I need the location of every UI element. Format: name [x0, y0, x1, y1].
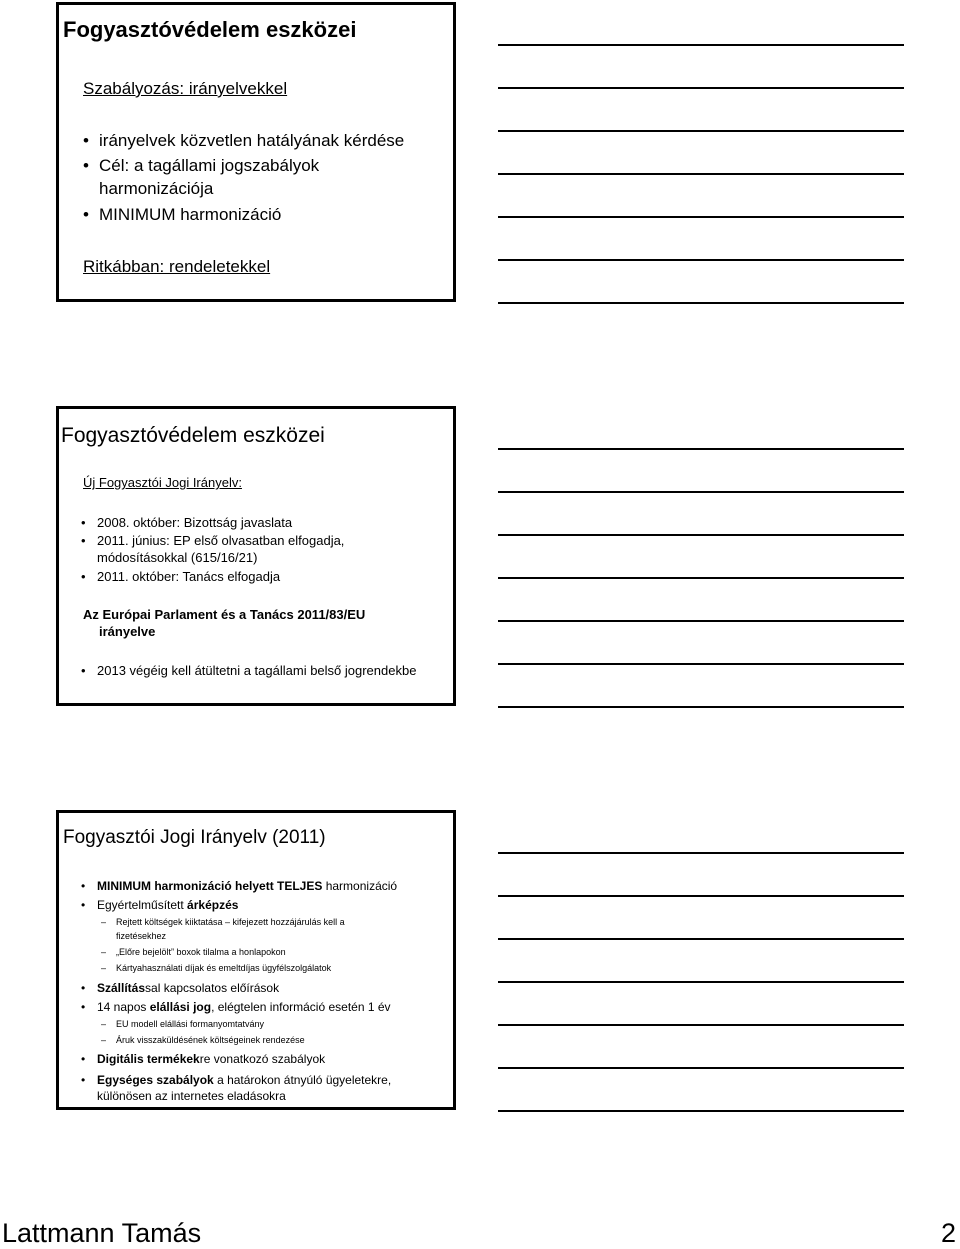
- bullet-marker: •: [81, 1052, 86, 1066]
- bullet-marker: •: [81, 1000, 86, 1014]
- bullet-marker: •: [83, 156, 89, 175]
- bullet-marker: •: [81, 1073, 86, 1087]
- directive-title: Az Európai Parlament és a Tanács 2011/83/EU: [83, 607, 366, 622]
- bullet-text: irányelvek közvetlen hatályának kérdése: [99, 131, 405, 150]
- sub-bullet-text-continuation: fizetésekhez: [116, 931, 167, 941]
- note-line: [498, 87, 904, 89]
- bullet-marker: •: [83, 205, 89, 224]
- note-line: [498, 577, 904, 579]
- sub-bullet-dash: –: [101, 1035, 107, 1045]
- note-line: [498, 44, 904, 46]
- note-line: [498, 1024, 904, 1026]
- note-line: [498, 1067, 904, 1069]
- bullet-text: MINIMUM harmonizáció: [99, 205, 282, 224]
- note-line: [498, 663, 904, 665]
- slide-3: [56, 810, 456, 1110]
- bullet-marker: •: [81, 898, 86, 912]
- slide-title: Fogyasztóvédelem eszközei: [63, 17, 357, 42]
- bullet-text: [97, 1073, 391, 1087]
- note-line: [498, 216, 904, 218]
- sub-bullet-dash: –: [101, 1019, 107, 1029]
- sub-bullet-dash: –: [101, 947, 107, 957]
- sub-bullet-dash: –: [101, 963, 107, 973]
- slide-heading: Új Fogyasztói Jogi Irányelv:: [83, 475, 242, 490]
- note-line: [498, 938, 904, 940]
- directive-title-continuation: irányelve: [99, 624, 156, 639]
- bullet-text: [97, 981, 279, 995]
- bullet-text: Cél: a tagállami jogszabályok: [99, 156, 320, 175]
- note-line: [498, 173, 904, 175]
- sub-bullet-dash: –: [101, 917, 107, 927]
- bullet-marker: •: [81, 569, 86, 584]
- bullet-text: [97, 1052, 325, 1066]
- bullet-text: 2013 végéig kell átültetni a tagállami belső jogrendekbe: [97, 663, 417, 678]
- bullet-text-continuation: különösen az internetes eladásokra: [97, 1089, 286, 1103]
- note-line: [498, 852, 904, 854]
- bold-text: Digitális termékek: [97, 1052, 200, 1066]
- note-line: [498, 534, 904, 536]
- text-span: harmonizáció: [322, 879, 398, 893]
- bold-text: Egységes szabályok: [97, 1073, 214, 1087]
- sub-bullet-text: Rejtett költségek kiiktatása – kifejezett hozzájárulás kell a: [116, 917, 345, 927]
- note-line: [498, 259, 904, 261]
- bold-text: elállási jog: [149, 1000, 212, 1014]
- bullet-text: 2011. október: Tanács elfogadja: [97, 569, 281, 584]
- page-number: 2: [940, 1218, 956, 1248]
- note-line: [498, 491, 904, 493]
- bold-text: MINIMUM harmonizáció helyett TELJES: [97, 879, 323, 893]
- note-line: [498, 302, 904, 304]
- slide-title: Fogyasztóvédelem eszközei: [61, 424, 325, 447]
- bullet-marker: •: [81, 533, 86, 548]
- bullet-text: 2011. június: EP első olvasatban elfogadja,: [97, 533, 345, 548]
- note-line: [498, 895, 904, 897]
- sub-bullet-text: Kártyahasználati díjak és emeltdíjas ügyfélszolgálatok: [116, 963, 332, 973]
- bullet-text-continuation: harmonizációja: [99, 179, 214, 198]
- bullet-text: [97, 879, 397, 893]
- bullet-text: 2008. október: Bizottság javaslata: [97, 515, 293, 530]
- note-line: [498, 981, 904, 983]
- note-line: [498, 448, 904, 450]
- bullet-marker: •: [83, 131, 89, 150]
- text-span: sal kapcsolatos előírások: [145, 981, 280, 995]
- bullet-marker: •: [81, 515, 86, 530]
- note-line: [498, 706, 904, 708]
- text-span: a határokon átnyúló ügyeletekre,: [213, 1073, 392, 1087]
- slide-1: [56, 2, 456, 302]
- slide-2: [56, 406, 456, 706]
- sub-bullet-text: „Előre bejelölt” boxok tilalma a honlapokon: [116, 947, 286, 957]
- bold-text: árképzés: [187, 898, 239, 912]
- slide-title: Fogyasztói Jogi Irányelv (2011): [63, 827, 326, 848]
- sub-bullet-text: EU modell elállási formanyomtatvány: [116, 1019, 265, 1029]
- text-span: , elégtelen információ esetén 1 év: [211, 1000, 391, 1014]
- bullet-text: [97, 1000, 391, 1014]
- bold-text: Szállítás: [97, 981, 146, 995]
- bullet-text: [97, 898, 238, 912]
- bullet-text-continuation: módosításokkal (615/16/21): [97, 550, 258, 565]
- note-line: [498, 620, 904, 622]
- bullet-marker: •: [81, 663, 86, 678]
- slide-footer-heading: Ritkábban: rendeletekkel: [83, 257, 271, 276]
- footer-author: Lattmann Tamás: [2, 1218, 202, 1248]
- text-span: re vonatkozó szabályok: [199, 1052, 326, 1066]
- slide-heading: Szabályozás: irányelvekkel: [83, 79, 288, 98]
- note-line: [498, 1110, 904, 1112]
- sub-bullet-text: Áruk visszaküldésének költségeinek rendezése: [116, 1035, 305, 1045]
- note-line: [498, 130, 904, 132]
- bullet-marker: •: [81, 981, 86, 995]
- text-span: 14 napos: [97, 1000, 150, 1014]
- bullet-marker: •: [81, 879, 86, 893]
- text-span: Egyértelműsített: [97, 898, 188, 912]
